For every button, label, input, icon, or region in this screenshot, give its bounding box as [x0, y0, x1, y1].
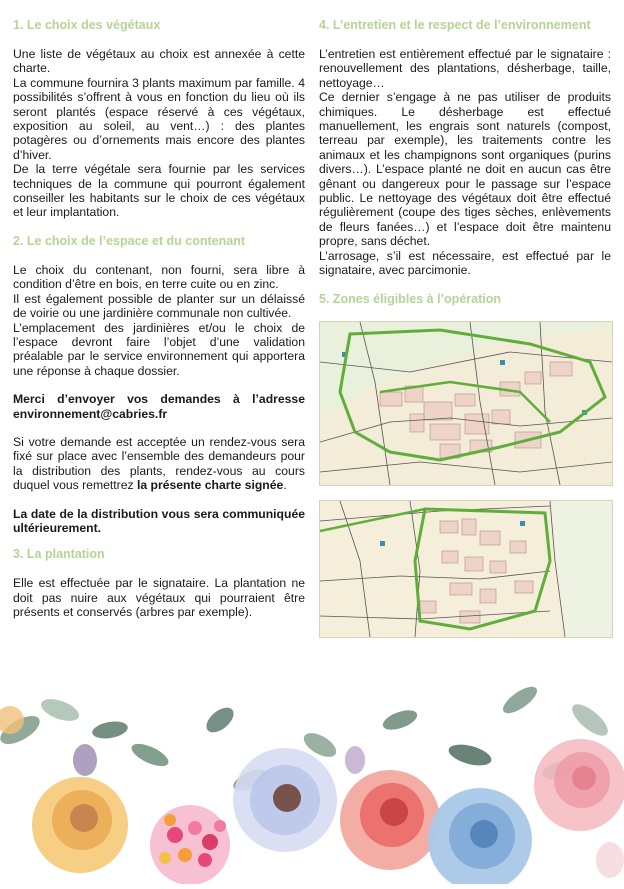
section-3-title: 3. La plantation [13, 547, 105, 562]
section-4-paragraph-1: L’entretien est entièrement effectué par le signataire : renouvellement des plantations, désherbage, taille, nettoyage… [319, 47, 611, 90]
distribution-date-notice: La date de la distribution vous sera communiquée ultérieurement. [13, 506, 305, 535]
zone-map-1 [319, 321, 613, 486]
section-4-title: 4. L’entretien et le respect de l’environnement [319, 18, 591, 32]
section-2-title: 2. Le choix de l’espace et du contenant [13, 233, 246, 248]
left-column [13, 18, 305, 620]
zone-map-2 [319, 500, 613, 638]
section-2-paragraph-4: Si votre demande est acceptée un rendez-vous sera fixé sur place avec l’ensemble des demandeurs pour la distribution des plants, rendez-vous au cours duquel vous remettrez la présente charte signée. [13, 434, 305, 493]
section-3-paragraph-1: Elle est effectuée par le signataire. La plantation ne doit pas nuire aux végétaux qui pourraient être présents et conservés (arbres par exemple). [13, 576, 305, 620]
flower-decoration [0, 660, 624, 884]
section-4-paragraph-3: L’arrosage, s’il est nécessaire, est effectué par le signataire, avec parcimonie. [319, 248, 611, 278]
section-2-paragraph-2: Il est également possible de planter sur un délaissé de voirie ou une jardinière communale non cultivée. [13, 291, 305, 321]
section-1-paragraph-2: La commune fournira 3 plants maximum par famille. 4 possibilités s’offrent à vous en fonction du lieu où ils seront plantés (espace réservé à ces végétaux, exposition au soleil, au vent…) : des plantes potagères ou d’ornements mais encore des plantes d’hiver. [13, 75, 305, 162]
section-2-paragraph-3: L’emplacement des jardinières et/ou le choix de l’espace devront faire l’objet d’une validation préalable par le service environnement qui apportera une réponse à chaque dossier. [13, 320, 305, 378]
section-4-paragraph-2: Ce dernier s’engage à ne pas utiliser de produits chimiques. Le désherbage est effectué manuellement, les engrais sont naturels (compost, terreau par exemple), les traitements contre les animaux et les champignons sont organiques (purins divers…). L’espace planté ne doit en aucun cas être gênant ou dangereux pour le passage sur l’espace public. Le nettoyage des végétaux doit être effectué régulièrement (coupe des tiges sèches, enlèvements de fleurs fanées…) et l’espace doit être maintenu propre, sans déchet. [319, 90, 611, 249]
right-column [319, 18, 611, 638]
section-2-paragraph-1: Le choix du contenant, non fourni, sera libre à condition d’être en bois, en terre cuite ou en zinc. [13, 262, 305, 292]
section-1-paragraph-1: Une liste de végétaux au choix est annexée à cette charte. [13, 47, 305, 76]
section-5-title: 5. Zones éligibles à l’opération [319, 291, 501, 306]
contact-email-notice: Merci d’envoyer vos demandes à l’adresse environnement@cabries.fr [13, 392, 305, 421]
section-1-title: 1. Le choix des végétaux [13, 18, 161, 32]
section-1-paragraph-3: De la terre végétale sera fournie par les services techniques de la commune qui pourront également conseiller les habitants sur le choix de ces végétaux et leur implantation. [13, 162, 305, 220]
